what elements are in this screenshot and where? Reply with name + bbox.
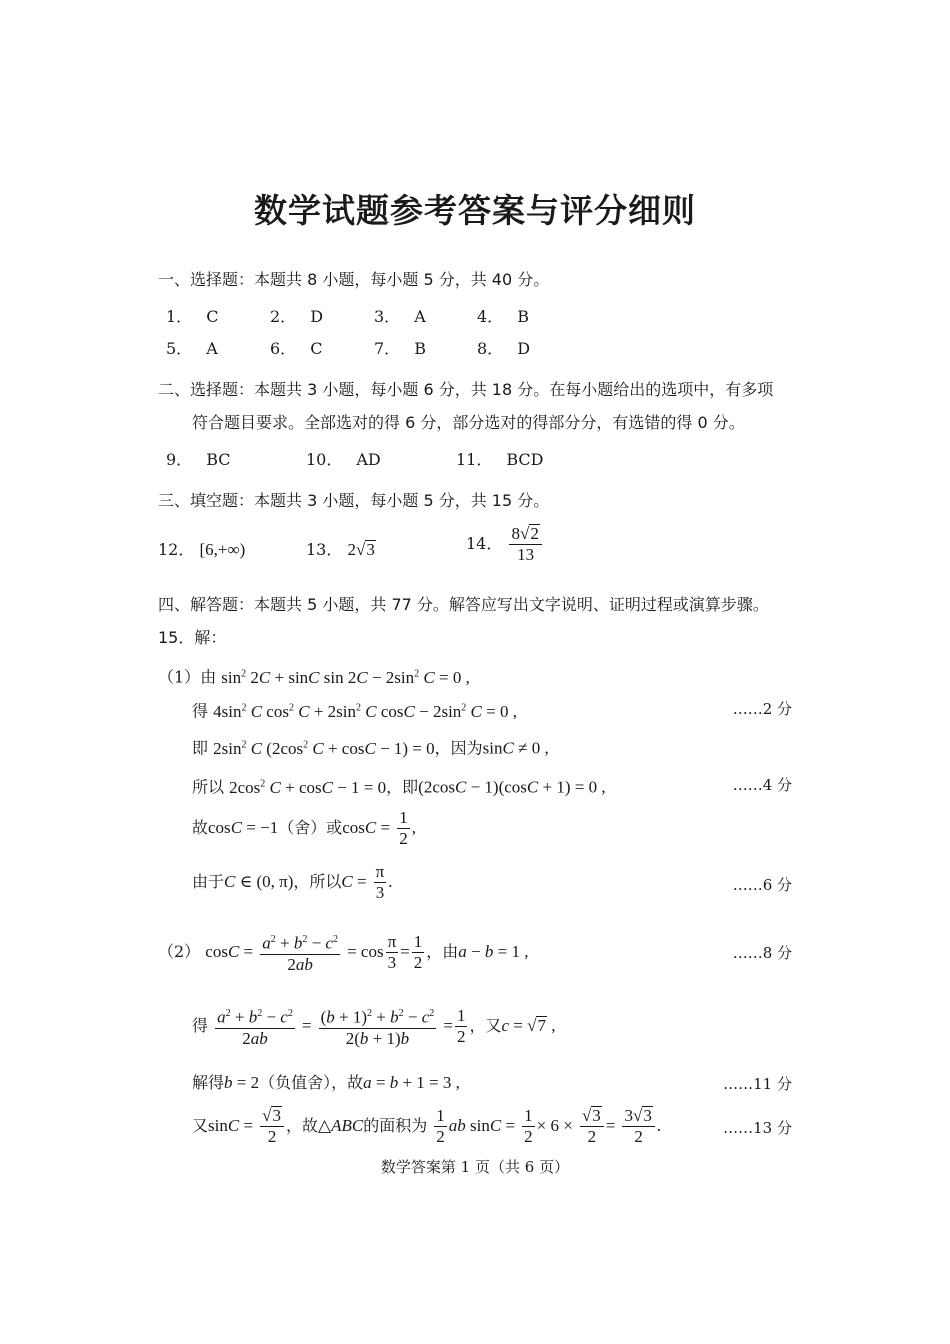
q15-p2-line3: 解得b = 2（负值舍），故a = b + 1 = 3 , <box>192 1073 460 1092</box>
section-1-heading: 一、选择题：本题共 8 小题，每小题 5 分，共 40 分。 <box>158 270 550 289</box>
q15-p1-line2: 得 $4\sin^2$ C $\cos^2 C + 2\sin^2$ C $\cos C - 2\sin^2$ C = 0 , <box>192 701 517 721</box>
q15-p1-line1: （1）由 $\sin^2 2C + \sin C$ $\sin 2C - 2\sin^2$ C = 0 , <box>158 667 470 687</box>
section-2-heading: 二、选择题：本题共 3 小题，每小题 6 分，共 18 分。在每小题给出的选项中，有多项 <box>158 380 774 399</box>
page-footer: 数学答案第 1 页（共 6 页） <box>380 1158 570 1176</box>
q15-p2-line4: 又sinC = $\frac{√3}{2}$ ，故△ABC的面积为 $\frac{1}{2}$ ab sinC = $\frac{1}{2}$ × 6 × $\frac{√3}{2}$ = $\frac{3√3}{2}$ . <box>192 1106 662 1146</box>
answer-8: 8． D <box>477 339 531 358</box>
answer-12: 12． [6,+∞) <box>158 540 246 559</box>
score-4: ……4 分 <box>732 776 792 794</box>
answer-7: 7． B <box>374 339 426 358</box>
q15-p1-line3: 即 $2\sin^2$ C ($2\cos^2$ C + cosC − 1) = 0，因为sinC ≠ 0 , <box>192 738 549 758</box>
q15-p2-line2: 得 $\frac{a^2 + b^2 - c^2}{2ab}$ = $\frac{(b + 1)^2 + b^2 - c^2}{2(b + 1)b}$ = $\frac{1}{2}$ ，又c = √7 , <box>192 1005 556 1048</box>
answer-9: 9． BC <box>166 450 231 469</box>
answer-11: 11． BCD <box>456 450 544 469</box>
answer-4: 4． B <box>477 307 529 326</box>
score-2: ……2 分 <box>732 700 792 718</box>
score-6: ……6 分 <box>732 876 792 894</box>
answer-1: 1． C <box>166 307 219 326</box>
section-3-heading: 三、填空题：本题共 3 小题，每小题 5 分，共 15 分。 <box>158 491 550 510</box>
answer-14: 14． $\frac{8√2}{13}$ <box>466 524 544 565</box>
score-11: ……11 分 <box>723 1075 792 1093</box>
answer-13: 13． 2√3 <box>306 540 375 559</box>
answer-6: 6． C <box>270 339 323 358</box>
page-title: 数学试题参考答案与评分细则 <box>254 191 696 230</box>
answer-5: 5． A <box>166 339 218 358</box>
q15-label: 15．解： <box>158 628 227 647</box>
score-8: ……8 分 <box>732 944 792 962</box>
answer-2: 2． D <box>270 307 324 326</box>
answer-10: 10． AD <box>306 450 381 469</box>
answer-3: 3． A <box>374 307 426 326</box>
section-2-heading-cont: 符合题目要求。全部选对的得 6 分，部分选对的得部分分，有选错的得 0 分。 <box>192 413 745 432</box>
q15-p1-line5: 故cosC = −1（舍）或cosC = $\frac{1}{2}$ , <box>192 808 416 848</box>
q15-p1-line4: 所以 $2\cos^2$ C + cosC − 1 = 0，即(2cosC − 1)(cosC + 1) = 0 , <box>192 777 606 797</box>
q15-p1-line6: 由于C ∈ (0, π)，所以C = $\frac{\pi}{3}$ . <box>192 862 393 902</box>
score-13: ……13 分 <box>723 1119 792 1137</box>
section-4-heading: 四、解答题：本题共 5 小题，共 77 分。解答应写出文字说明、证明过程或演算步骤。 <box>158 595 769 614</box>
q15-p2-line1: （2） cosC = $\frac{a^2 + b^2 - c^2}{2ab}$ = cos $\frac{\pi}{3}$ = $\frac{1}{2}$ ，由a − b = 1 , <box>158 931 529 974</box>
